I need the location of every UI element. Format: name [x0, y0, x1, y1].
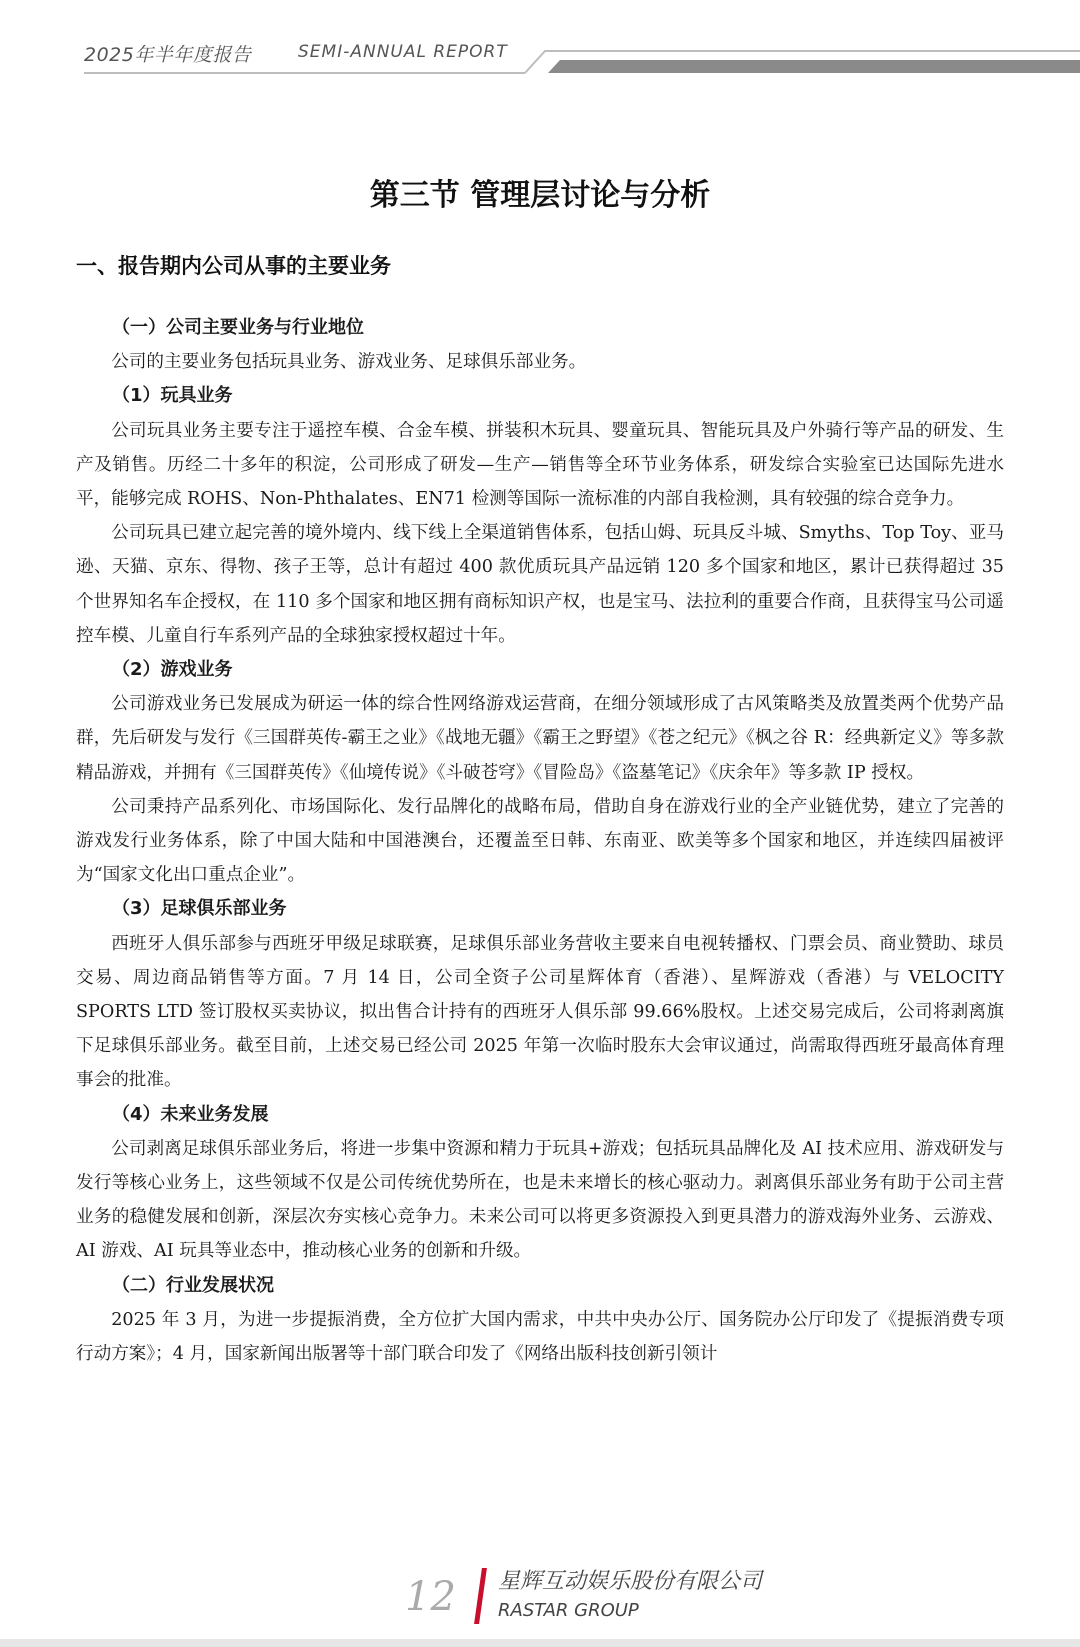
- header-decoration: [0, 0, 1080, 80]
- company-name-en: RASTAR GROUP: [498, 1600, 639, 1621]
- paragraph-game-2: 公司秉持产品系列化、市场国际化、发行品牌化的战略布局，借助自身在游戏行业的全产业链优势，建立了完善的游戏发行业务体系，除了中国大陆和中国港澳台，还覆盖至日韩、东南亚、欧美等多个国家和地区，并连续四届被评为“国家文化出口重点企业”。: [76, 796, 1004, 886]
- paragraph-toy-1: 公司玩具业务主要专注于遥控车模、合金车模、拼装积木玩具、婴童玩具、智能玩具及户外骑行等产品的研发、生产及销售。历经二十多年的积淀，公司形成了研发—生产—销售等全环节业务体系，研发综合实验室已达国际先进水平，能够完成 ROHS、Non-Phthalates、EN71 检测等国际一流标准的内部自我检测，具有较强的综合竞争力。: [76, 420, 1004, 510]
- page-header: [0, 0, 1080, 80]
- subheading-business-position: （一）公司主要业务与行业地位: [112, 317, 364, 338]
- paragraph-game-1: 公司游戏业务已发展成为研运一体的综合性网络游戏运营商，在细分领域形成了古风策略类及放置类两个优势产品群，先后研发与发行《三国群英传-霸王之业》《战地无疆》《霸王之野望》《苍之纪元》《枫之谷 R：经典新定义》等多款精品游戏，并拥有《三国群英传》《仙境传说》《斗破苍穹》《冒险岛》《盗墓笔记》《庆余年》等多款 IP 授权。: [76, 694, 1004, 783]
- paragraph-future-1: 公司剥离足球俱乐部业务后，将进一步集中资源和精力于玩具+游戏；包括玩具品牌化及 AI 技术应用、游戏研发与发行等核心业务上，这些领域不仅是公司传统优势所在，也是未来增长的核心驱动力。剥离俱乐部业务有助于公司主营业务的稳健发展和创新，深层次夯实核心竞争力。未来公司可以将更多资源投入到更具潜力的游戏海外业务、云游戏、AI 游戏、AI 玩具等业态中，推动核心业务的创新和升级。: [76, 1138, 1004, 1262]
- subheading-future: （4）未来业务发展: [112, 1103, 269, 1125]
- paragraph-football-1: 西班牙人俱乐部参与西班牙甲级足球联赛，足球俱乐部业务营收主要来自电视转播权、门票会员、商业赞助、球员交易、周边商品销售等方面。7 月 14 日，公司全资子公司星辉体育（香港）、星辉游戏（香港）与 VELOCITY SPORTS LTD 签订股权买卖协议，拟出售合计持有的西班牙人俱乐部 99.66%股权。上述交易完成后，公司将剥离旗下足球俱乐部业务。截至目前，上述交易已经公司 2025 年第一次临时股东大会审议通过，尚需取得西班牙最高体育理事会的批准。: [76, 933, 1004, 1091]
- page-number: 12: [405, 1574, 456, 1620]
- subheading-game: （2）游戏业务: [112, 659, 233, 681]
- subheading-industry: （二）行业发展状况: [112, 1274, 274, 1296]
- logo-accent-bar: [474, 1568, 487, 1624]
- report-title: 2025年半年度报告: [84, 44, 252, 66]
- paragraph-intro: 公司的主要业务包括玩具业务、游戏业务、足球俱乐部业务。: [111, 352, 587, 373]
- subheading-toy: （1）玩具业务: [112, 385, 233, 407]
- section-title: 第三节 管理层讨论与分析: [369, 178, 711, 213]
- report-subtitle: SEMI-ANNUAL REPORT: [298, 42, 508, 62]
- page-footer: [0, 1550, 1080, 1647]
- body-content: [76, 311, 1004, 1371]
- paragraph-industry-1: 2025 年 3 月，为进一步提振消费，全方位扩大国内需求，中共中央办公厅、国务院办公厅印发了《提振消费专项行动方案》；4 月，国家新闻出版署等十部门联合印发了《网络出版科技创新引领计: [76, 1309, 1004, 1365]
- company-name-cn: 星辉互动娱乐股份有限公司: [498, 1569, 763, 1594]
- bottom-strip: [0, 1639, 1080, 1647]
- main-heading: 一、报告期内公司从事的主要业务: [76, 254, 391, 278]
- subheading-football: （3）足球俱乐部业务: [112, 898, 287, 920]
- paragraph-toy-2: 公司玩具已建立起完善的境外境内、线下线上全渠道销售体系，包括山姆、玩具反斗城、Smyths、Top Toy、亚马逊、天猫、京东、得物、孩子王等，总计有超过 400 款优质玩具产品远销 120 多个国家和地区，累计已获得超过 35 个世界知名车企授权，在 110 多个国家和地区拥有商标知识产权，也是宝马、法拉利的重要合作商，且获得宝马公司遥控车模、儿童自行车系列产品的全球独家授权超过十年。: [76, 523, 1004, 646]
